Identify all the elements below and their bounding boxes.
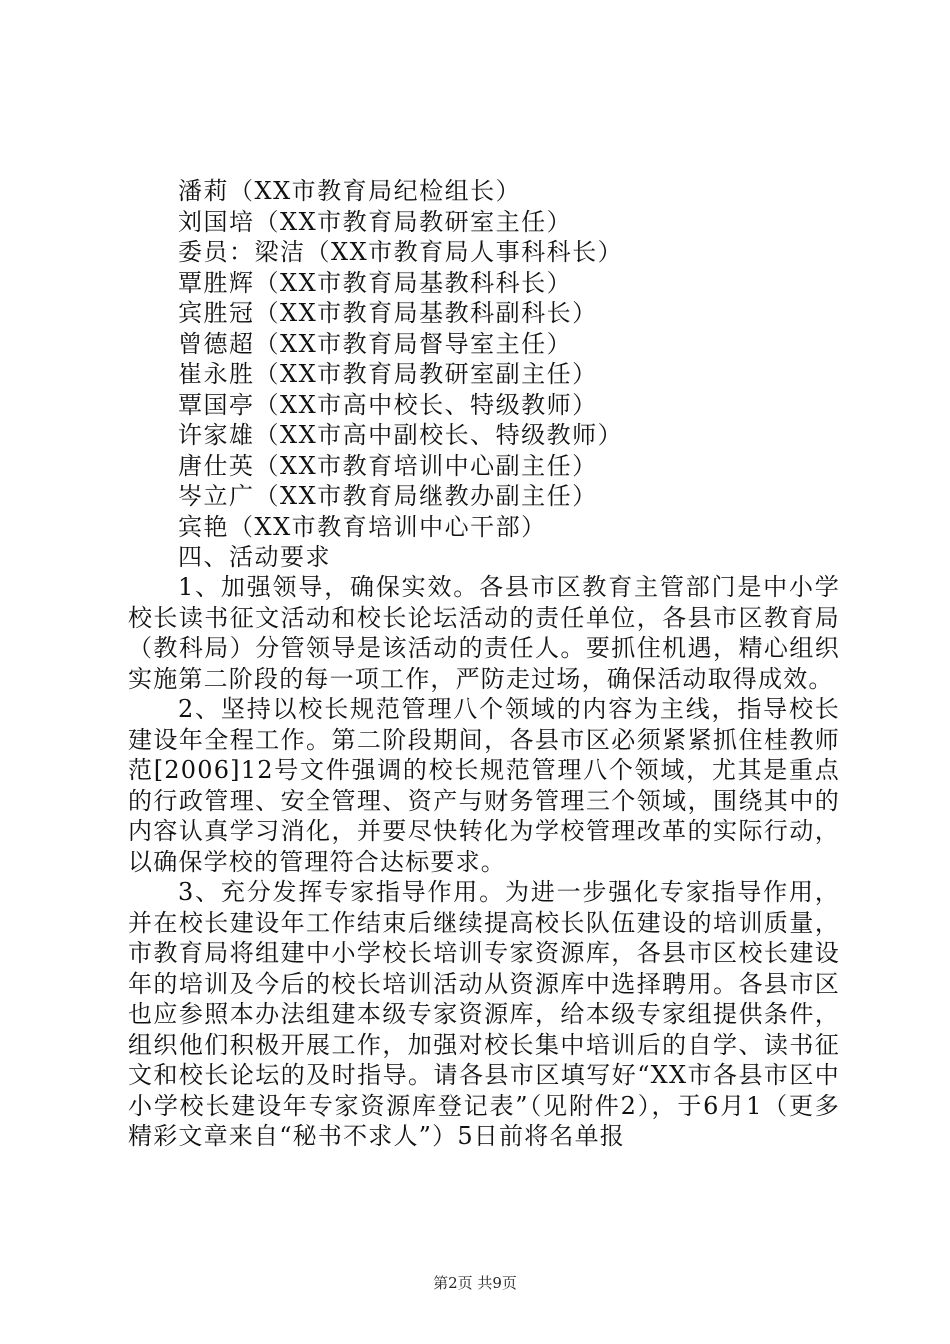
paragraph: 2、坚持以校长规范管理八个领域的内容为主线，指导校长建设年全程工作。第二阶段期间，各县市区必须紧紧抓住桂教师范[2006]12号文件强调的校长规范管理八个领域，尤其是重点的行政管理、安全管理、资产与财务管理三个领域，围绕其中的内容认真学习消化，并要尽快转化为学校管理改革的实际行动，以确保学校的管理符合达标要求。: [128, 695, 840, 876]
page-footer: 第2页 共9页: [433, 1274, 517, 1292]
section-heading: 四、活动要求: [178, 543, 331, 571]
list-item: 许家雄（XX市高中副校长、特级教师）: [178, 421, 624, 449]
list-item: 崔永胜（XX市教育局教研室副主任）: [178, 360, 598, 388]
paragraph: 3、充分发挥专家指导作用。为进一步强化专家指导作用，并在校长建设年工作结束后继续提高校长队伍建设的培训质量，市教育局将组建中小学校长培训专家资源库，各县市区校长建设年的培训及今后的校长培训活动从资源库中选择聘用。各县市区也应参照本办法组建本级专家资源库，给本级专家组提供条件，组织他们积极开展工作，加强对校长集中培训后的自学、读书征文和校长论坛的及时指导。请各县市区填写好“XX市各县市区中小学校长建设年专家资源库登记表”（见附件2），于6月1（更多精彩文章来自“秘书不求人”）5日前将名单报: [128, 878, 840, 1150]
list-item: 刘国培（XX市教育局教研室主任）: [178, 207, 573, 236]
list-item: 委员：梁洁（XX市教育局人事科科长）: [178, 238, 624, 266]
list-item: 潘莉（XX市教育局纪检组长）: [178, 177, 522, 205]
list-item: 岑立广（XX市教育局继教办副主任）: [178, 482, 598, 510]
list-item: 覃胜辉（XX市教育局基教科科长）: [178, 268, 573, 297]
list-item: 宾艳（XX市教育培训中心干部）: [178, 512, 547, 541]
list-item: 覃国亭（XX市高中校长、特级教师）: [178, 390, 598, 419]
list-item: 唐仕英（XX市教育培训中心副主任）: [178, 451, 598, 480]
list-item: 曾德超（XX市教育局督导室主任）: [178, 329, 573, 358]
list-item: 宾胜冠（XX市教育局基教科副科长）: [178, 299, 598, 327]
committee-member-list: [178, 176, 623, 573]
paragraph: 1、加强领导，确保实效。各县市区教育主管部门是中小学校长读书征文活动和校长论坛活动的责任单位，各县市区教育局（教科局）分管领导是该活动的责任人。要抓住机遇，精心组织实施第二阶段的每一项工作，严防走过场，确保活动取得成效。: [128, 573, 840, 693]
requirements-section: [128, 572, 840, 1152]
